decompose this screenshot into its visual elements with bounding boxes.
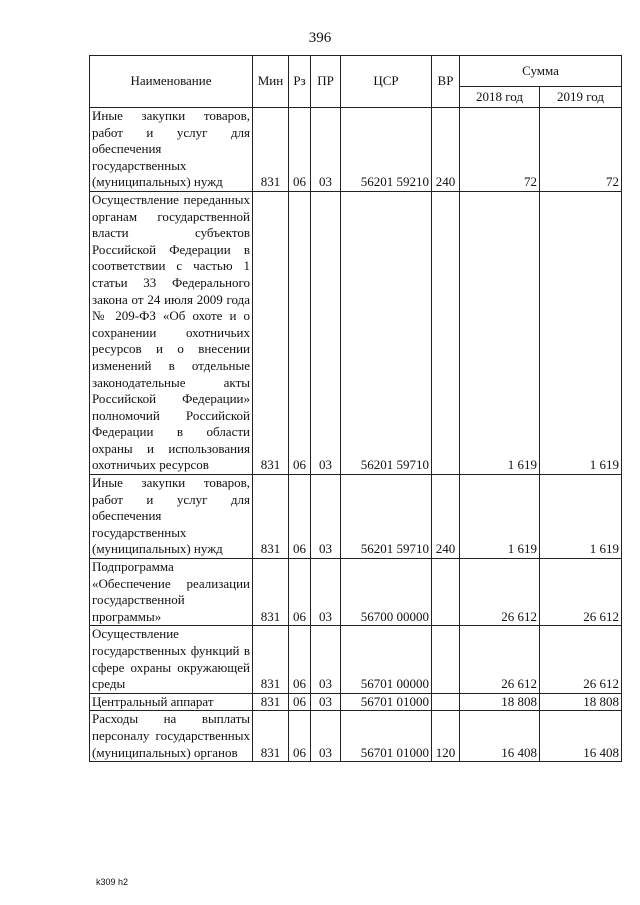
page-number: 396	[308, 30, 332, 46]
cell-pr: 03	[311, 711, 341, 762]
cell-y2018: 72	[460, 108, 540, 192]
cell-name: Подпрограмма «Обеспечение реализации государственной программы»	[90, 559, 253, 626]
cell-csr: 56700 00000	[341, 559, 432, 626]
header-vr: ВР	[432, 56, 460, 108]
cell-y2019: 72	[540, 108, 622, 192]
cell-vr	[432, 626, 460, 693]
cell-min: 831	[253, 693, 289, 711]
cell-y2019: 1 619	[540, 475, 622, 559]
cell-csr: 56201 59210	[341, 108, 432, 192]
cell-rz: 06	[289, 626, 311, 693]
table-row	[90, 108, 622, 192]
cell-vr: 240	[432, 475, 460, 559]
cell-y2019: 18 808	[540, 693, 622, 711]
cell-rz: 06	[289, 693, 311, 711]
cell-y2019: 26 612	[540, 559, 622, 626]
cell-y2019: 1 619	[540, 191, 622, 474]
cell-vr: 120	[432, 711, 460, 762]
header-pr: ПР	[311, 56, 341, 108]
cell-vr	[432, 693, 460, 711]
cell-rz: 06	[289, 711, 311, 762]
cell-vr: 240	[432, 108, 460, 192]
cell-y2018: 1 619	[460, 475, 540, 559]
header-row	[90, 56, 622, 87]
cell-name: Осуществление государственных функций в сфере охраны окружающей среды	[90, 626, 253, 693]
cell-min: 831	[253, 711, 289, 762]
cell-csr: 56701 01000	[341, 711, 432, 762]
cell-name: Расходы на выплаты персоналу государственных (муниципальных) органов	[90, 711, 253, 762]
cell-csr: 56701 01000	[341, 693, 432, 711]
cell-y2018: 1 619	[460, 191, 540, 474]
cell-min: 831	[253, 191, 289, 474]
cell-y2018: 16 408	[460, 711, 540, 762]
cell-pr: 03	[311, 191, 341, 474]
cell-min: 831	[253, 626, 289, 693]
table-row	[90, 626, 622, 693]
cell-csr: 56701 00000	[341, 626, 432, 693]
header-name: Наименование	[90, 56, 253, 108]
cell-name: Иные закупки товаров, работ и услуг для обеспечения государственных (муниципальных) нужд	[90, 108, 253, 192]
cell-pr: 03	[311, 693, 341, 711]
cell-y2018: 26 612	[460, 626, 540, 693]
cell-name: Осуществление переданных органам государственной власти субъектов Российской Федерации в соответствии с частью 1 статьи 33 Федерального закона от 24 июля 2009 года № 209-ФЗ «Об охоте и о сохранении охотничьих ресурсов и о внесении изменений в отдельные законодательные акты Российской Федерации» полномочий Российской Федерации в области охраны и использования охотничьих ресурсов	[90, 191, 253, 474]
cell-y2018: 18 808	[460, 693, 540, 711]
cell-name: Иные закупки товаров, работ и услуг для обеспечения государственных (муниципальных) нужд	[90, 475, 253, 559]
cell-rz: 06	[289, 559, 311, 626]
cell-pr: 03	[311, 559, 341, 626]
cell-rz: 06	[289, 108, 311, 192]
cell-rz: 06	[289, 475, 311, 559]
cell-vr	[432, 191, 460, 474]
cell-min: 831	[253, 108, 289, 192]
cell-csr: 56201 59710	[341, 191, 432, 474]
cell-pr: 03	[311, 108, 341, 192]
header-rz: Рз	[289, 56, 311, 108]
table-row	[90, 693, 622, 711]
cell-y2019: 26 612	[540, 626, 622, 693]
cell-min: 831	[253, 559, 289, 626]
cell-name: Центральный аппарат	[90, 693, 253, 711]
budget-table	[89, 55, 622, 762]
cell-csr: 56201 59710	[341, 475, 432, 559]
header-min: Мин	[253, 56, 289, 108]
cell-min: 831	[253, 475, 289, 559]
footer-code: k309 h2	[96, 877, 129, 887]
table-row	[90, 711, 622, 762]
cell-pr: 03	[311, 475, 341, 559]
table-body	[90, 108, 622, 762]
header-csr: ЦСР	[341, 56, 432, 108]
header-sum: Сумма	[460, 56, 622, 87]
table-row	[90, 475, 622, 559]
header-2018: 2018 год	[460, 87, 540, 108]
cell-pr: 03	[311, 626, 341, 693]
cell-rz: 06	[289, 191, 311, 474]
cell-vr	[432, 559, 460, 626]
table-row	[90, 559, 622, 626]
cell-y2019: 16 408	[540, 711, 622, 762]
cell-y2018: 26 612	[460, 559, 540, 626]
table-row	[90, 191, 622, 474]
header-2019: 2019 год	[540, 87, 622, 108]
